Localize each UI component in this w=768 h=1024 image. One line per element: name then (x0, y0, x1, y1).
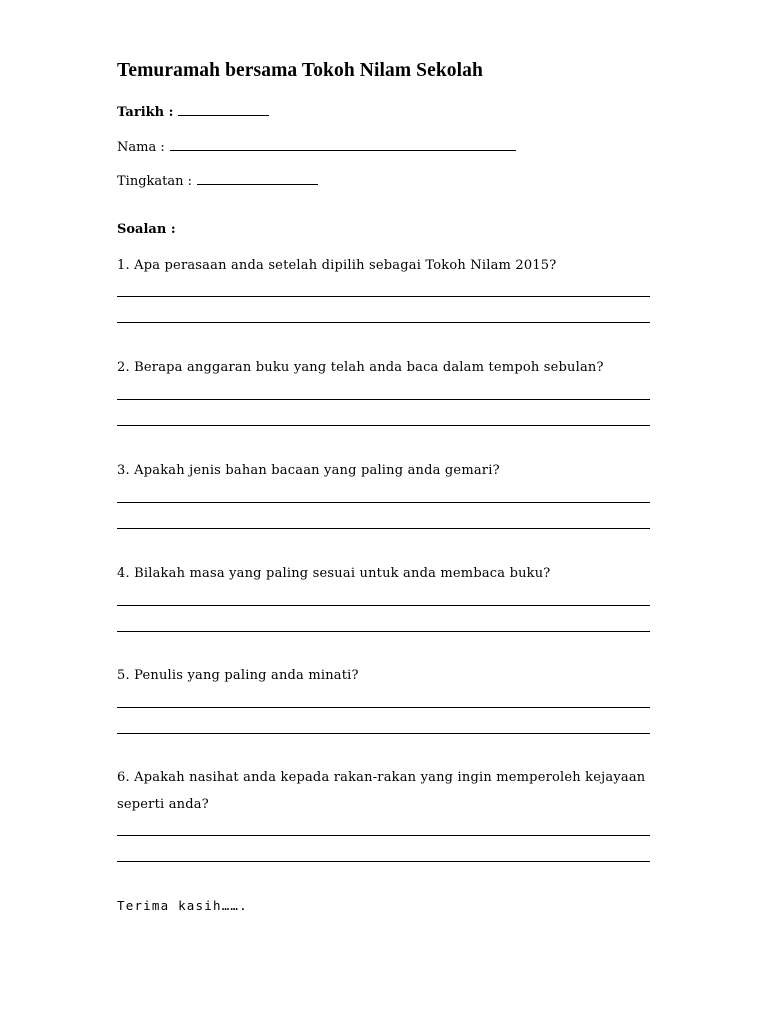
tingkatan-blank-line[interactable] (197, 172, 318, 185)
question-3: 3. Apakah jenis bahan bacaan yang paling anda gemari? (117, 463, 500, 478)
tarikh-label: Tarikh : (117, 105, 174, 120)
answer-line-6a[interactable] (117, 835, 650, 836)
answer-line-1b[interactable] (117, 322, 650, 323)
answer-line-5a[interactable] (117, 707, 650, 708)
answer-line-2b[interactable] (117, 425, 650, 426)
answer-line-3a[interactable] (117, 502, 650, 503)
question-2: 2. Berapa anggaran buku yang telah anda baca dalam tempoh sebulan? (117, 360, 604, 375)
tingkatan-field (117, 172, 318, 189)
answer-line-2a[interactable] (117, 399, 650, 400)
question-6: 6. Apakah nasihat anda kepada rakan-rakan yang ingin memperoleh kejayaan seperti anda? (117, 770, 646, 812)
answer-line-4a[interactable] (117, 605, 650, 606)
closing-text: Terima kasih……. (117, 898, 248, 913)
tingkatan-label: Tingkatan : (117, 174, 193, 189)
question-4: 4. Bilakah masa yang paling sesuai untuk anda membaca buku? (117, 566, 551, 581)
answer-line-6b[interactable] (117, 861, 650, 862)
nama-label: Nama : (117, 140, 165, 155)
tarikh-blank-line[interactable] (178, 103, 269, 116)
question-1: 1. Apa perasaan anda setelah dipilih sebagai Tokoh Nilam 2015? (117, 258, 557, 273)
tarikh-field (117, 103, 269, 120)
answer-line-5b[interactable] (117, 733, 650, 734)
section-label-soalan: Soalan : (117, 222, 176, 237)
answer-line-1a[interactable] (117, 296, 650, 297)
page-title: Temuramah bersama Tokoh Nilam Sekolah (117, 60, 483, 81)
answer-line-3b[interactable] (117, 528, 650, 529)
nama-field (117, 138, 516, 155)
nama-blank-line[interactable] (170, 138, 516, 151)
answer-line-4b[interactable] (117, 631, 650, 632)
question-5: 5. Penulis yang paling anda minati? (117, 668, 359, 683)
